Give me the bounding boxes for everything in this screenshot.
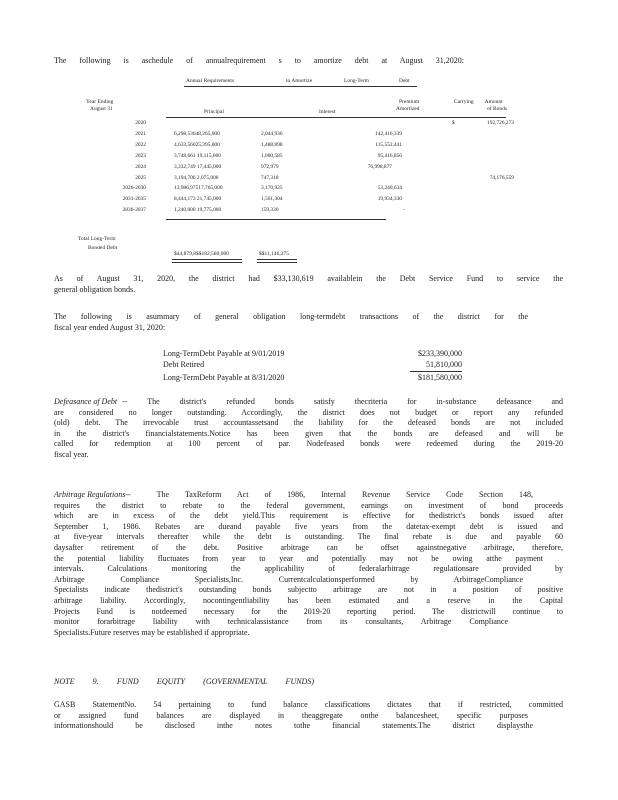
- table-cell-interest: 1,488,898: [261, 141, 283, 148]
- table-cell-premium: 76,998,877: [367, 163, 392, 170]
- table-cell-interest: 1,561,304: [261, 196, 283, 203]
- available-funds-para-end: general obligation bonds.: [54, 285, 136, 294]
- table-cell-premium: 115,552,441: [375, 141, 402, 148]
- table-cell-year: 2031-2035: [122, 196, 146, 203]
- table-cell-year: 2020: [135, 120, 146, 126]
- table-cell-premium: 19,934,330: [377, 196, 402, 203]
- total-label-line1: Total Long-Term: [78, 236, 116, 242]
- summary-row-2-label: Debt Retired: [163, 360, 205, 369]
- group-header-longterm: Long-Term: [344, 78, 369, 84]
- total-principal: $44,879,8$$182,580,000: [174, 251, 230, 257]
- table-cell-premium: 53,240,634: [377, 185, 402, 192]
- table-cell-interest: 1,000,585: [261, 152, 283, 159]
- group-header-rule: [184, 86, 417, 87]
- table-cell-year: 2025: [135, 174, 146, 181]
- table-cell-carrying: 74,176,559: [489, 174, 514, 181]
- table-cell-year: 2024: [135, 163, 146, 170]
- debt-schedule-table: [54, 76, 574, 257]
- table-cell-interest: 159,330: [261, 207, 279, 214]
- summary-para: The following is asummary of general obligation long-termdebt transactions of the district for the: [54, 312, 528, 321]
- table-cell-dollar: $: [452, 120, 455, 126]
- col-principal: Principal: [204, 109, 224, 115]
- col-carrying-line2: of Bonds: [487, 106, 508, 112]
- table-cell-interest: 2,044,936: [261, 130, 283, 137]
- group-header-debt: Debt: [399, 78, 410, 84]
- table-cell-premium: 142,416,339: [375, 130, 402, 137]
- total-interest: $$11,146,275: [259, 251, 290, 257]
- summary-row-1-label: Long-TermDebt Payable at 9/01/2019: [163, 349, 285, 358]
- arbitrage-section: Arbitrage Regulations-- The TaxReform Act of 1986, Internal Revenue Service Code Section 148, requires the district to rebate to the federal government, earnings on investment of bond proceeds which are in excess of the debt yield.This requirement is effective for thedistrict's bonds issued after September 1, 1986. Rebates are dueand payable five years from the datetax-exempt debt is issued and at five-year intervals thereafter while the debt is outstanding. The final rebate is due and payable 60 daysafter retirement of the debt. Positive arbitrage can be offset againstnegative arbitrage, therefore, the potential liability fluctuates from year to year and potentially may not be owing atthe payment intervals. Calculations monitoring the applicability of federalarbitrage regulationsare provided by Arbitrage Compliance Specialists,Inc. Currentcalculationsperformed by ArbitrageCompliance Specialists indicate thedistrict's outstanding bonds subjectto arbitrage are not in a position of positive arbitrage liability. Accordingly, nocontingentliability has been estimated and a reserve in the Capital Projects Fund is notdeemed necessary for the 2019-20 reporting period. The districtwill continue to monitor forarbitrage liability with technicalassistance from its consultants, Arbitrage Compliance Specialists.Future reserves may be established if appropriate.: [54, 490, 563, 637]
- arbitrage-heading: Arbitrage Regulations--: [54, 490, 131, 499]
- total-label-line2: Bonded Debt: [88, 245, 118, 251]
- summary-row-2-value: 51,810,000: [426, 360, 462, 369]
- note9-heading: NOTE 9. FUND EQUITY (GOVERNMENTAL FUNDS): [54, 677, 314, 686]
- col-carrying-line1: Carrying Amount: [454, 99, 503, 105]
- table-cell-principal: 6,298,53648,265,000: [174, 130, 220, 137]
- col-year-line2: August 31: [90, 106, 113, 112]
- table-cell-interest: 3,170,925: [261, 185, 283, 192]
- table-cell-year: 2022: [135, 141, 146, 148]
- col-premium-line1: Premium: [399, 99, 420, 105]
- table-cell-year: 2023: [135, 152, 146, 159]
- table-cell-principal: 1,240,000 19,775,000: [174, 207, 222, 214]
- summary-row-3-label: Long-TermDebt Payable at 8/31/2020: [163, 373, 285, 382]
- col-year-line1: Year Ending: [86, 99, 114, 105]
- defeasance-section: Defeasance of Debt -- The district's refunded bonds satisfy thecriteria for in-substance defeasance and are considered no longer outstanding. Accordingly, the district does not budget or report any refunded (old) debt. The irrevocable trust accountassetsand the liability for the defeased bonds are not included in the district's financialstatements.Notice has been given that the bonds are defeased and will be called for redemption at 100 percent of par. Nodefeased bonds were redeemed during the 2019-20 fiscal year.: [54, 397, 563, 459]
- summary-para-end: fiscal year ended August 31, 2020:: [54, 323, 166, 332]
- total-rule: [166, 219, 386, 220]
- table-cell-principal: 3,194,706 2,075,000: [174, 174, 219, 181]
- table-cell-principal: 8,444,173 21,745,000: [174, 196, 222, 203]
- summary-row-1-value: $233,390,000: [418, 349, 462, 358]
- table-cell-principal: 13,986,97517,765,000: [174, 185, 223, 192]
- column-header-rule: [166, 117, 506, 118]
- note9-body: GASB StatementNo. 54 pertaining to fund balance classifications dictates that if restricted, committed or assigned fund balances are displayed in theaggregate onthe balancesheet, specific purposes informationshould be disclosed inthe notes tothe financial statements.The district displaysthe: [54, 700, 563, 731]
- summary-row-3-value: $181,580,000: [418, 373, 462, 382]
- table-cell-principal: 3,748,661 19,115,000: [174, 152, 221, 159]
- total-principal-double-rule: [172, 259, 242, 263]
- table-cell-premium: 95,416,856: [377, 152, 402, 159]
- defeasance-heading: Defeasance of Debt: [54, 397, 118, 406]
- col-premium-line2: Amortized: [396, 106, 420, 112]
- table-cell-interest: 972,979: [261, 163, 279, 170]
- total-interest-double-rule: [257, 259, 297, 263]
- group-header-amortize: to Amortize: [286, 78, 313, 84]
- intro-line: The following is aschedule of annualrequirement s to amortize debt at August 31,2020:: [54, 56, 464, 65]
- table-cell-interest: 747,318: [261, 174, 279, 181]
- table-cell-principal: 3,332,749 17,445,000: [174, 163, 222, 170]
- summary-rule: [410, 371, 462, 372]
- col-interest: Interest: [319, 109, 336, 115]
- table-cell-year: 2021: [135, 130, 146, 137]
- table-cell-carrying: 192,726,273: [487, 120, 514, 126]
- table-cell-year: 2026-2030: [122, 185, 146, 192]
- table-cell-year: 2036-2037: [122, 207, 146, 214]
- table-cell-principal: 4,633,56025,395,000: [174, 141, 220, 148]
- available-funds-para: As of August 31, 2020, the district had $33,130,619 availablein the Debt Service Fund to service the: [54, 274, 563, 283]
- table-cell-premium: -: [403, 207, 405, 214]
- group-header-annual: Annual Requirements: [186, 78, 235, 84]
